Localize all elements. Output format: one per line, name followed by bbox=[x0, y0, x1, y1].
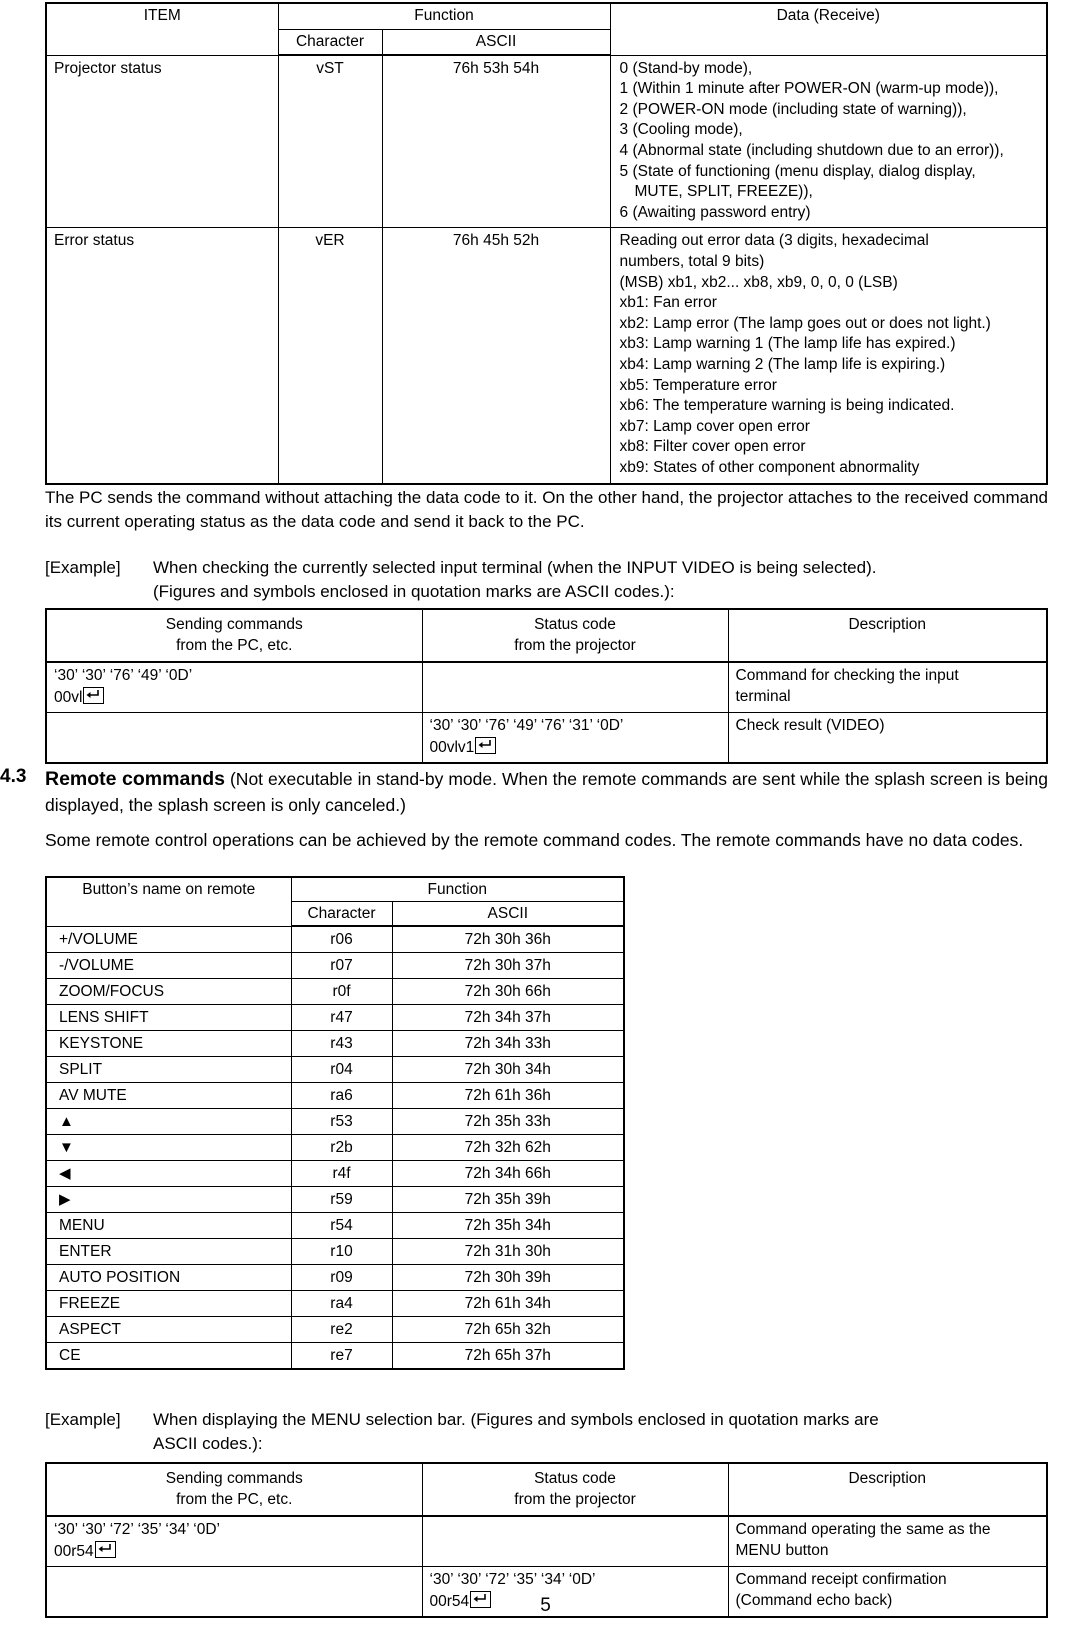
cell-ascii: 72h 30h 66h bbox=[392, 979, 624, 1005]
remote-table-row bbox=[46, 1135, 624, 1161]
return-key-icon bbox=[475, 737, 496, 754]
data-line: (MSB) xb1, xb2... xb8, xb9, 0, 0, 0 (LSB) bbox=[619, 273, 898, 291]
data-line: 6 (Awaiting password entry) bbox=[619, 203, 811, 221]
cell-button-name: +/VOLUME bbox=[46, 926, 291, 953]
command-line-1: ‘30’ ‘30’ ‘76’ ‘49’ ‘76’ ‘31’ ‘0D’ bbox=[429, 717, 624, 734]
header-sending-commands bbox=[46, 609, 422, 662]
remote-table-row bbox=[46, 1291, 624, 1317]
header-status-line1: Status code bbox=[534, 616, 616, 633]
cell-button-name: KEYSTONE bbox=[46, 1031, 291, 1057]
cell-character: vST bbox=[278, 55, 382, 228]
cell-description bbox=[728, 1516, 1047, 1567]
header-status-line2: from the projector bbox=[514, 636, 636, 654]
data-line: Reading out error data (3 digits, hexadecimal bbox=[619, 232, 929, 250]
arrow-up-icon: ▲ bbox=[59, 1113, 74, 1130]
section-4-3-text bbox=[45, 766, 1048, 818]
example-2-line1: When displaying the MENU selection bar. (Figures and symbols enclosed in quotation marks are bbox=[153, 1410, 879, 1429]
command-line-2: 00vl bbox=[54, 687, 415, 709]
example-2-line2: ASCII codes.): bbox=[153, 1434, 263, 1453]
cell-character: vER bbox=[278, 228, 382, 484]
header-description: Description bbox=[728, 609, 1047, 662]
cell-character: r0f bbox=[291, 979, 392, 1005]
cell-data-receive bbox=[610, 228, 1047, 484]
cell-character: ra6 bbox=[291, 1083, 392, 1109]
header-sending-line2: from the PC, etc. bbox=[176, 1490, 293, 1508]
remote-table-row bbox=[46, 953, 624, 979]
cell-character: re2 bbox=[291, 1317, 392, 1343]
cell-ascii: 76h 53h 54h bbox=[382, 55, 610, 228]
cell-description bbox=[728, 713, 1047, 764]
remote-table-row bbox=[46, 1239, 624, 1265]
cell-ascii: 72h 34h 37h bbox=[392, 1005, 624, 1031]
cell-ascii: 72h 35h 33h bbox=[392, 1109, 624, 1135]
command-line-2: 00vlv1 bbox=[430, 737, 721, 759]
header-status-code bbox=[422, 609, 728, 662]
cell-character: r43 bbox=[291, 1031, 392, 1057]
description-line: Command receipt confirmation bbox=[735, 1571, 947, 1588]
cell-data-receive bbox=[610, 55, 1047, 228]
command-line-1: ‘30’ ‘30’ ‘72’ ‘35’ ‘34’ ‘0D’ bbox=[54, 1521, 220, 1538]
data-line: xb8: Filter cover open error bbox=[619, 438, 806, 456]
remote-table-row bbox=[46, 1005, 624, 1031]
example-table-1-row bbox=[46, 713, 1047, 764]
remote-table-header-row bbox=[46, 877, 624, 902]
cell-ascii: 72h 35h 34h bbox=[392, 1213, 624, 1239]
header-status-line2: from the projector bbox=[514, 1490, 636, 1508]
cell-sending-commands bbox=[46, 1516, 422, 1567]
header-sending-commands bbox=[46, 1463, 422, 1516]
status-command-table bbox=[45, 2, 1048, 485]
remote-table-row bbox=[46, 1317, 624, 1343]
cell-sending-commands bbox=[46, 713, 422, 764]
description-line: MENU button bbox=[735, 1541, 829, 1559]
cell-button-name: AV MUTE bbox=[46, 1083, 291, 1109]
header-button-name: Button’s name on remote bbox=[46, 877, 291, 926]
cell-button-name: CE bbox=[46, 1343, 291, 1370]
header-function: Function bbox=[291, 877, 624, 902]
paragraph-pc-command: The PC sends the command without attaching the data code to it. On the other hand, the projector attaches to the received command its current operating status as the data code and send it back to the PC. bbox=[45, 488, 1048, 531]
data-line: xb6: The temperature warning is being indicated. bbox=[619, 397, 955, 415]
paragraph-remote-commands: Some remote control operations can be achieved by the remote command codes. The remote commands have no data codes. bbox=[45, 830, 1024, 850]
remote-table-row bbox=[46, 926, 624, 953]
table-header-row bbox=[46, 3, 1047, 29]
cell-button-name bbox=[46, 1109, 291, 1135]
description-line: Command for checking the input bbox=[735, 667, 959, 684]
return-key-icon bbox=[83, 687, 104, 704]
data-line: 0 (Stand-by mode), bbox=[619, 59, 753, 77]
cell-ascii: 72h 32h 62h bbox=[392, 1135, 624, 1161]
data-line: xb3: Lamp warning 1 (The lamp life has expired.) bbox=[619, 335, 956, 353]
cell-character: r09 bbox=[291, 1265, 392, 1291]
cell-character: ra4 bbox=[291, 1291, 392, 1317]
cell-button-name: AUTO POSITION bbox=[46, 1265, 291, 1291]
header-character: Character bbox=[278, 29, 382, 55]
data-line: numbers, total 9 bits) bbox=[619, 253, 765, 271]
example-1-label: [Example] bbox=[45, 558, 121, 577]
data-line: xb9: States of other component abnormality bbox=[619, 458, 920, 476]
cell-button-name: ENTER bbox=[46, 1239, 291, 1265]
remote-table-row bbox=[46, 1187, 624, 1213]
header-item: ITEM bbox=[46, 3, 278, 55]
data-line: MUTE, SPLIT, FREEZE)), bbox=[634, 183, 813, 201]
cell-button-name: MENU bbox=[46, 1213, 291, 1239]
cell-character: r07 bbox=[291, 953, 392, 979]
remote-table-row bbox=[46, 1031, 624, 1057]
description-line: Check result (VIDEO) bbox=[735, 717, 885, 734]
header-status-line1: Status code bbox=[534, 1470, 616, 1487]
cell-button-name bbox=[46, 1187, 291, 1213]
cell-character: r47 bbox=[291, 1005, 392, 1031]
header-data-receive: Data (Receive) bbox=[610, 3, 1047, 55]
cell-character: r59 bbox=[291, 1187, 392, 1213]
cell-ascii: 72h 61h 34h bbox=[392, 1291, 624, 1317]
remote-table-row bbox=[46, 1057, 624, 1083]
cell-item: Error status bbox=[46, 228, 278, 484]
data-line: xb2: Lamp error (The lamp goes out or does not light.) bbox=[619, 314, 991, 332]
cell-ascii: 72h 30h 34h bbox=[392, 1057, 624, 1083]
data-line: xb5: Temperature error bbox=[619, 376, 777, 394]
cell-character: r06 bbox=[291, 926, 392, 953]
remote-table-row bbox=[46, 1213, 624, 1239]
example-1-block bbox=[45, 556, 1048, 604]
data-line: 2 (POWER-ON mode (including state of warning)), bbox=[619, 100, 967, 118]
remote-command-table bbox=[45, 876, 625, 1370]
header-sending-line1: Sending commands bbox=[165, 616, 303, 633]
header-character: Character bbox=[291, 902, 392, 927]
page-number: 5 bbox=[540, 1595, 551, 1616]
cell-ascii: 72h 31h 30h bbox=[392, 1239, 624, 1265]
cell-character: r4f bbox=[291, 1161, 392, 1187]
cell-button-name: -/VOLUME bbox=[46, 953, 291, 979]
remote-table-row bbox=[46, 1161, 624, 1187]
cell-ascii: 72h 30h 39h bbox=[392, 1265, 624, 1291]
description-line: terminal bbox=[735, 687, 791, 705]
cell-ascii: 72h 35h 39h bbox=[392, 1187, 624, 1213]
command-line-1: ‘30’ ‘30’ ‘76’ ‘49’ ‘0D’ bbox=[54, 667, 193, 684]
cell-character: r04 bbox=[291, 1057, 392, 1083]
example-table-1 bbox=[45, 608, 1048, 764]
example-2-block bbox=[45, 1408, 1048, 1456]
cell-description bbox=[728, 662, 1047, 713]
header-ascii: ASCII bbox=[392, 902, 624, 927]
data-line: xb4: Lamp warning 2 (The lamp life is expiring.) bbox=[619, 356, 946, 373]
cell-sending-commands bbox=[46, 662, 422, 713]
cell-button-name: ASPECT bbox=[46, 1317, 291, 1343]
cell-button-name: LENS SHIFT bbox=[46, 1005, 291, 1031]
arrow-right-icon: ▶ bbox=[59, 1191, 71, 1208]
remote-table-row bbox=[46, 979, 624, 1005]
header-description: Description bbox=[728, 1463, 1047, 1516]
cell-ascii: 72h 65h 32h bbox=[392, 1317, 624, 1343]
example-1-line1: When checking the currently selected input terminal (when the INPUT VIDEO is being selected). bbox=[153, 558, 877, 577]
example-table-2-row bbox=[46, 1516, 1047, 1567]
cell-button-name: ZOOM/FOCUS bbox=[46, 979, 291, 1005]
cell-character: r54 bbox=[291, 1213, 392, 1239]
cell-button-name: SPLIT bbox=[46, 1057, 291, 1083]
section-4-3 bbox=[0, 766, 1048, 818]
header-status-code bbox=[422, 1463, 728, 1516]
cell-character: r2b bbox=[291, 1135, 392, 1161]
cell-ascii: 72h 30h 36h bbox=[392, 926, 624, 953]
cell-ascii: 72h 34h 33h bbox=[392, 1031, 624, 1057]
cell-item: Projector status bbox=[46, 55, 278, 228]
cell-status-code bbox=[422, 662, 728, 713]
command-line-1: ‘30’ ‘30’ ‘72’ ‘35’ ‘34’ ‘0D’ bbox=[429, 1571, 596, 1588]
header-sending-line2: from the PC, etc. bbox=[176, 636, 293, 654]
cell-ascii: 72h 34h 66h bbox=[392, 1161, 624, 1187]
arrow-down-icon: ▼ bbox=[59, 1139, 74, 1156]
data-line: 1 (Within 1 minute after POWER-ON (warm-up mode)), bbox=[619, 80, 999, 98]
command-line-2: 00r54 bbox=[54, 1541, 415, 1563]
section-title: Remote commands bbox=[45, 768, 225, 790]
remote-table-row bbox=[46, 1083, 624, 1109]
cell-button-name: FREEZE bbox=[46, 1291, 291, 1317]
section-note: (Not executable in stand-by mode. When the remote commands are sent while the splash screen is being displayed, the splash screen is only canceled.) bbox=[45, 769, 1048, 815]
cell-status-code bbox=[422, 1516, 728, 1567]
header-ascii: ASCII bbox=[382, 29, 610, 55]
data-line: 4 (Abnormal state (including shutdown due to an error)), bbox=[619, 142, 1004, 160]
cell-ascii: 72h 61h 36h bbox=[392, 1083, 624, 1109]
data-line: xb7: Lamp cover open error bbox=[619, 417, 810, 435]
cell-character: r10 bbox=[291, 1239, 392, 1265]
cell-character: re7 bbox=[291, 1343, 392, 1370]
cell-ascii: 76h 45h 52h bbox=[382, 228, 610, 484]
remote-table-row bbox=[46, 1265, 624, 1291]
example-table-1-header-row bbox=[46, 609, 1047, 662]
description-line: (Command echo back) bbox=[735, 1591, 893, 1609]
example-1-line2: (Figures and symbols enclosed in quotation marks are ASCII codes.): bbox=[153, 582, 675, 601]
command-line-2: 00r54 bbox=[430, 1591, 721, 1613]
data-line: xb1: Fan error bbox=[619, 294, 717, 312]
description-line: Command operating the same as the bbox=[735, 1521, 991, 1538]
section-number: 4.3 bbox=[0, 766, 27, 787]
cell-character: r53 bbox=[291, 1109, 392, 1135]
example-2-label: [Example] bbox=[45, 1410, 121, 1429]
table-row-error-status bbox=[46, 228, 1047, 484]
data-line: 5 (State of functioning (menu display, dialog display, bbox=[619, 162, 976, 180]
header-sending-line1: Sending commands bbox=[165, 1470, 303, 1487]
cell-button-name bbox=[46, 1135, 291, 1161]
data-line: 3 (Cooling mode), bbox=[619, 121, 743, 139]
header-function: Function bbox=[278, 3, 610, 29]
table-row-projector-status bbox=[46, 55, 1047, 228]
remote-table-row bbox=[46, 1109, 624, 1135]
cell-button-name bbox=[46, 1161, 291, 1187]
cell-status-code bbox=[422, 713, 728, 764]
return-key-icon bbox=[95, 1541, 116, 1558]
example-table-2-header-row bbox=[46, 1463, 1047, 1516]
example-table-1-row bbox=[46, 662, 1047, 713]
cell-ascii: 72h 65h 37h bbox=[392, 1343, 624, 1370]
arrow-left-icon: ◀ bbox=[59, 1165, 71, 1182]
remote-table-row bbox=[46, 1343, 624, 1370]
cell-ascii: 72h 30h 37h bbox=[392, 953, 624, 979]
